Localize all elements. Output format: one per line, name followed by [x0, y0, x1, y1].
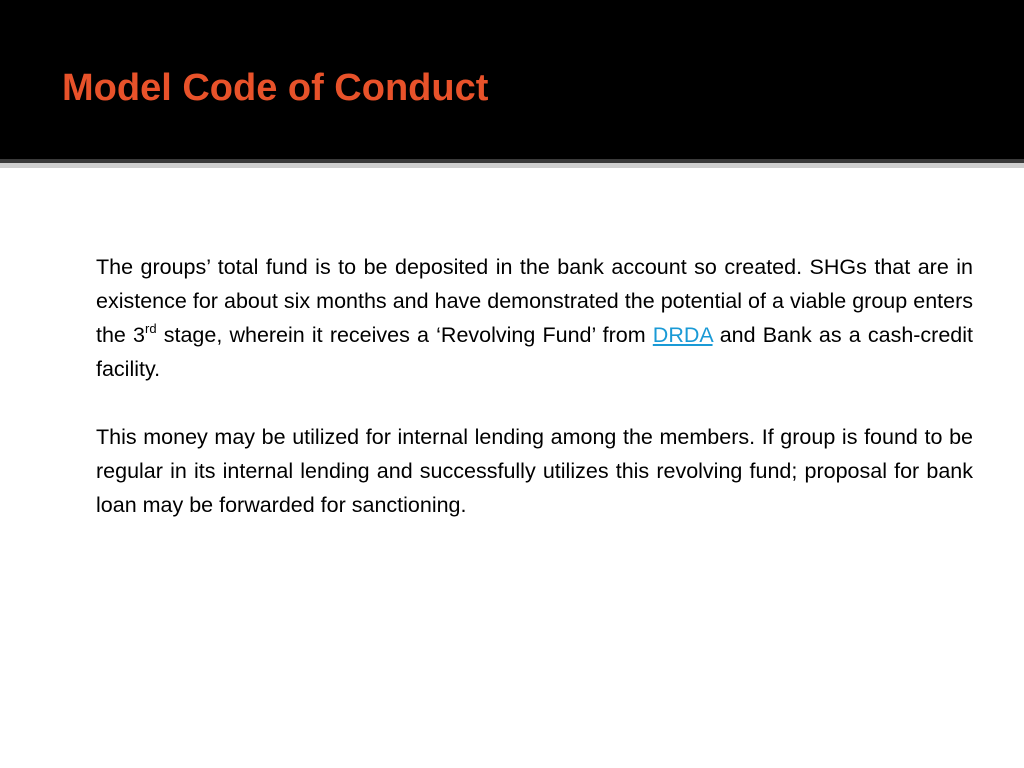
title-divider-light	[0, 163, 1024, 168]
title-bar	[0, 0, 1024, 159]
slide-content	[96, 250, 973, 522]
paragraph1-text-b: stage, wherein it receives a ‘Revolving Fund’ from	[156, 323, 653, 347]
drda-link[interactable]: DRDA	[652, 323, 713, 347]
paragraph-revolving-fund	[96, 250, 973, 386]
paragraph-internal-lending: This money may be utilized for internal lending among the members. If group is found to be regular in its internal lending and successfully utilizes this revolving fund; proposal for bank loan may be forwarded for sanctioning.	[96, 425, 973, 517]
paragraph1-text-a: The groups’ total fund is to be deposited in the bank account so created. SHGs that are in existence for about six months and have demonstrated the potential of a viable group enters the 3	[96, 255, 973, 347]
paragraph1-text-c: and Bank as a cash-credit facility.	[96, 323, 974, 381]
ordinal-superscript: rd	[145, 321, 157, 336]
slide-title: Model Code of Conduct	[62, 67, 489, 109]
